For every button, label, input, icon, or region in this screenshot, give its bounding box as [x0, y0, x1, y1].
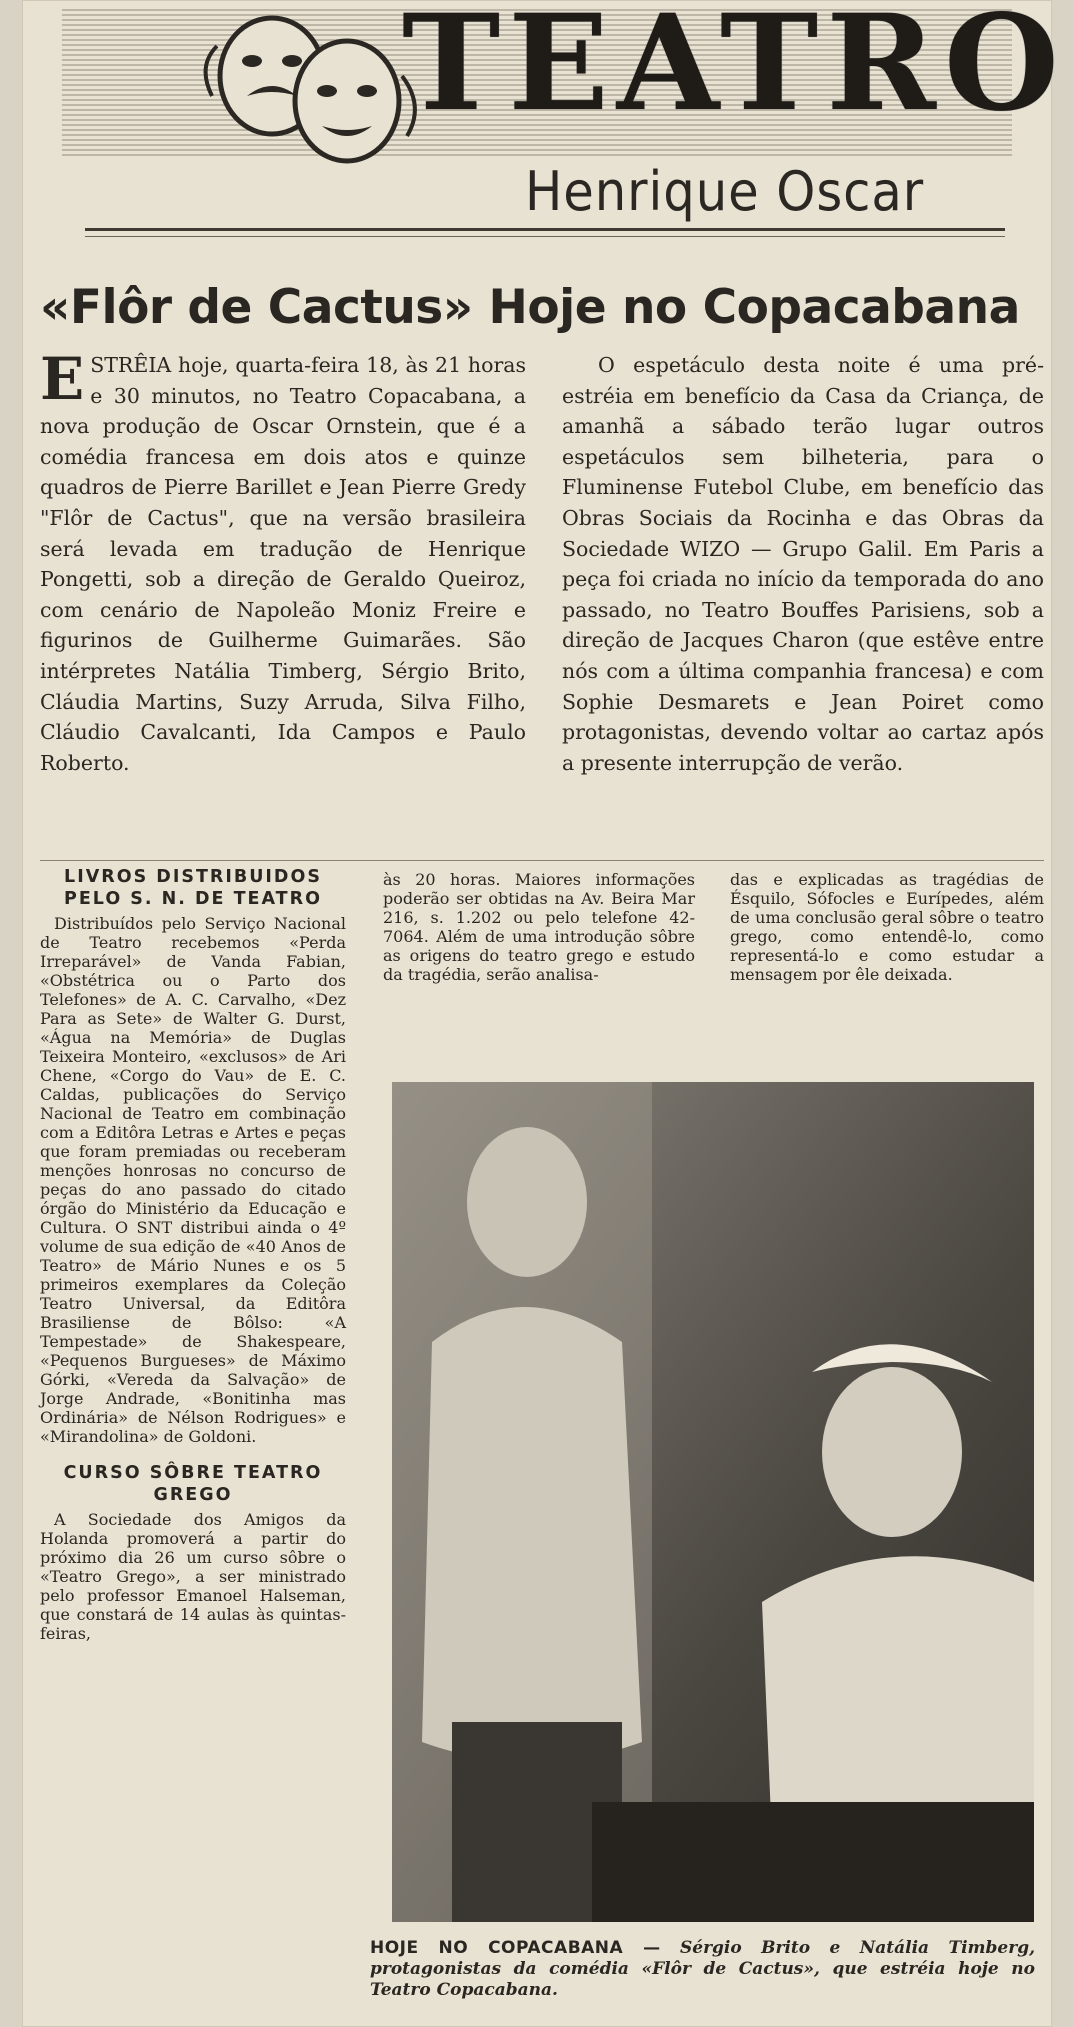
- livros-text: Distribuídos pelo Serviço Nacional de Teatro recebemos «Perda Irreparável» de Vanda Fabian, «Obstétrica ou o Parto dos Telefones» de A. C. Carvalho, «Dez Para as Sete» de Walter G. Durst, «Água na Memória» de Duglas Teixeira Monteiro, «exclusos» de Ari Chene, «Corgo do Vau» de E. C. Caldas, publicações do Serviço Nacional de Teatro em combinação com a Editôra Letras e Artes e peças que foram premiadas ou receberam menções honrosas no concurso de peças do ano passado do citado órgão do Ministério da Educação e Cultura. O SNT distribui ainda o 4º volume de sua edição de «40 Anos de Teatro» de Mário Nunes e os 5 primeiros exemplares da Coleção Teatro Universal, da Editôra Brasiliense de Bôlso: «A Tempestade» de Shakespeare, «Pequenos Burgueses» de Máximo Górki, «Vereda da Salvação» de Jorge Andrade, «Bonitinha mas Ordinária» de Nélson Rodrigues» e «Mirandolina» de Goldoni.: [40, 914, 346, 1446]
- theater-masks-icon: [197, 6, 427, 176]
- curso-text-b: às 20 horas. Maiores informações poderão ser obtidas na Av. Beira Mar 216, s. 1.202 ou pelo telefone 42-7064. Além de uma introdução sôbre as origens do teatro grego e estudo da tragédia, serão analisa-: [383, 870, 695, 984]
- section-divider: [40, 860, 1044, 861]
- curso-text-a: A Sociedade dos Amigos da Holanda promoverá a partir do próximo dia 26 um curso sôbre o «Teatro Grego», a ser ministrado pelo professor Emanoel Halseman, que constará de 14 aulas às quintas-feiras,: [40, 1510, 346, 1643]
- header-rule: [85, 228, 1005, 231]
- masthead: [62, 0, 1067, 156]
- curso-heading: CURSO SÔBRE TEATRO GREGO: [63, 1463, 323, 1505]
- livros-column: [40, 866, 346, 1643]
- article-column-right: [562, 350, 1044, 778]
- section-title: TEATRO: [402, 0, 1067, 141]
- caption-lead: HOJE NO COPACABANA —: [370, 1938, 661, 1958]
- caption-text: Sérgio Brito e Natália Timberg, protagonistas da comédia «Flôr de Cactus», que estréia hoje no Teatro Copacabana.: [370, 1938, 1036, 2000]
- author-byline: Henrique Oscar: [525, 160, 925, 223]
- photo-caption: [370, 1938, 1035, 2001]
- article-headline: «Flôr de Cactus» Hoje no Copacabana: [40, 280, 1020, 335]
- curso-text-c: das e explicadas as tragédias de Ésquilo, Sófocles e Eurípedes, além de uma conclusão geral sôbre o teatro grego, como entendê-lo, como representá-lo e como estudar a mensagem por êle deixada.: [730, 870, 1044, 984]
- article-column-left: [40, 345, 526, 778]
- actors-photo-illustration: [392, 1082, 1034, 1922]
- livros-heading: LIVROS DISTRIBUIDOS PELO S. N. DE TEATRO: [64, 867, 322, 909]
- curso-column-right: [730, 870, 1044, 984]
- article-paragraph-1: STRÊIA hoje, quarta-feira 18, às 21 horas e 30 minutos, no Teatro Copacabana, a nova produção de Oscar Ornstein, que é a comédia francesa em dois atos e quinze quadros de Pierre Barillet e Jean Pierre Gredy "Flôr de Cactus", que na versão brasileira será levada em tradução de Henrique Pongetti, sob a direção de Geraldo Queiroz, com cenário de Napoleão Moniz Freire e figurinos de Guilherme Guimarães. São intérpretes Natália Timberg, Sérgio Brito, Cláudia Martins, Suzy Arruda, Silva Filho, Cláudio Cavalcanti, Ida Campos e Paulo Roberto.: [40, 353, 526, 775]
- header-rule-thin: [85, 236, 1005, 237]
- drop-cap: E: [40, 345, 85, 413]
- article-photo: [392, 1082, 1034, 1922]
- curso-column-middle: [383, 870, 695, 984]
- article-paragraph-2: O espetáculo desta noite é uma pré-estréia em benefício da Casa da Criança, de amanhã a sábado terão lugar outros espetáculos sem bilheteria, para o Fluminense Futebol Clube, em benefício das Obras Sociais da Rocinha e das Obras da Sociedade WIZO — Grupo Galil. Em Paris a peça foi criada no início da temporada do ano passado, no Teatro Bouffes Parisiens, sob a direção de Jacques Charon (que estêve entre nós com a última companhia francesa) e com Sophie Desmarets e Jean Poiret como protagonistas, devendo voltar ao cartaz após a presente interrupção de verão.: [562, 353, 1044, 775]
